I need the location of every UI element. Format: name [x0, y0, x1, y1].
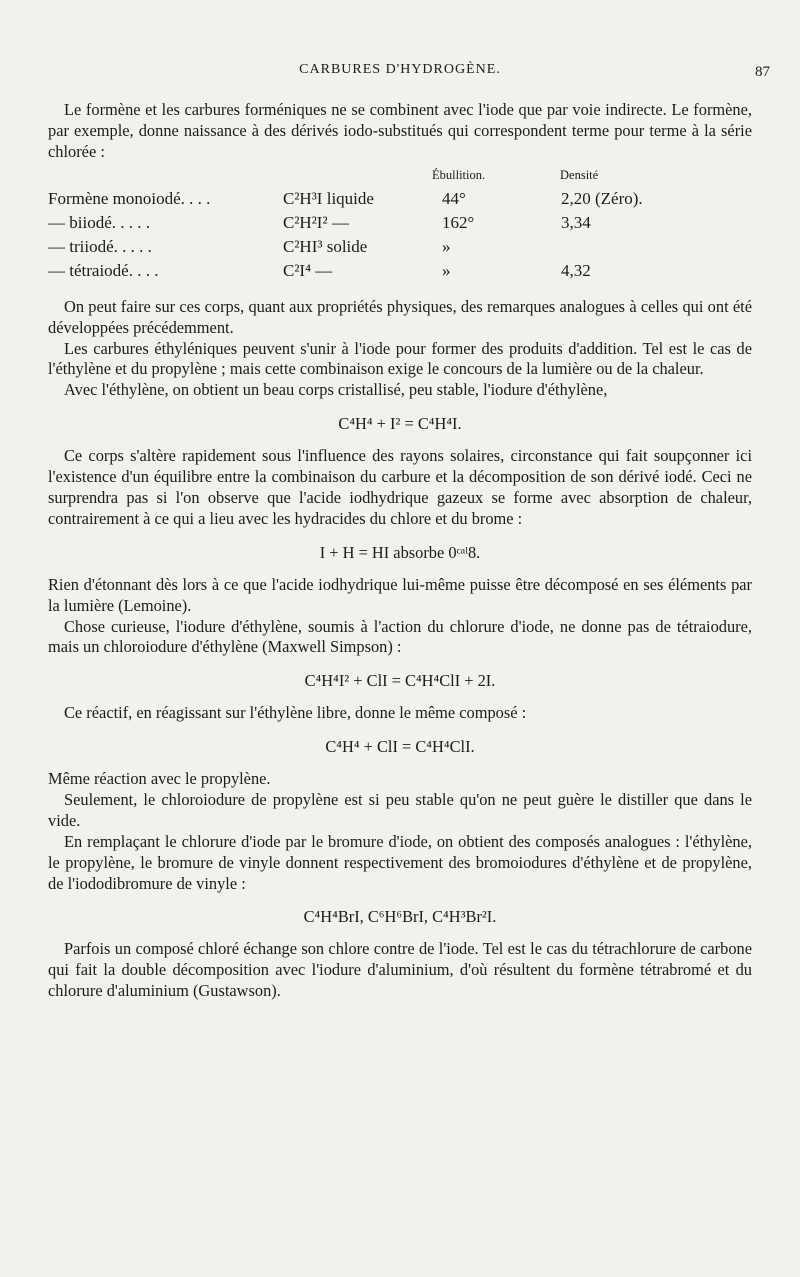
paragraph: Même réaction avec le propylène.	[48, 769, 271, 789]
table-row	[48, 261, 752, 283]
compound-name: Formène monoiodé. . . .	[48, 188, 211, 208]
paragraph: Avec l'éthylène, on obtient un beau corps cristallisé, peu stable, l'iodure d'éthylène,	[64, 380, 608, 400]
density: 4,32	[561, 260, 591, 280]
compound-name: — triiodé. . . . .	[48, 236, 152, 256]
compound-name: — tétraiodé. . . .	[48, 260, 159, 280]
intro-paragraph: Le formène et les carbures forméniques ne se combinent avec l'iode que par voie indirecte. Le formène, par exemple, donne naissance à des dérivés iodo-substitués qui correspondent terme pour terme à la série chlorée :	[48, 100, 752, 161]
paragraph: En remplaçant le chlorure d'iode par le bromure d'iode, on obtient des composés analogues : l'éthylène, le propylène, le bromure de vinyle donnent respectivement des bromoiodures d'éthylène et de propylène, de l'iododibromure de vinyle :	[48, 831, 752, 893]
formula-ethylene-iodide: C⁴H⁴ + I² = C⁴H⁴I.	[338, 414, 462, 434]
density: 3,34	[561, 212, 591, 232]
page-number: 87	[755, 64, 770, 80]
boiling-point: 162°	[442, 212, 475, 232]
formula-hydriodic-acid: I + H = HI absorbe 0ᶜᵃˡ8.	[319, 542, 481, 562]
column-header-ebullition: Ébullition.	[432, 167, 486, 182]
paragraph: Ce corps s'altère rapidement sous l'influence des rayons solaires, circonstance qui fait soupçonner ici l'existence d'un équilibre entre la combinaison du carbure et la décomposition de son dérivé iodé. Ceci ne surprendra pas si l'on observe que l'acide iodhydrique gazeux se forme avec absorption de chaleur, contrairement à ce qui a lieu avec les hydracides du chlore et du brome :	[48, 446, 752, 528]
compound-name: — biiodé. . . . .	[48, 212, 150, 232]
column-header-densite: Densité	[560, 167, 599, 182]
density: 2,20 (Zéro).	[561, 188, 643, 208]
paragraph: Rien d'étonnant dès lors à ce que l'acide iodhydrique lui-même puisse être décomposé en ses éléments par la lumière (Lemoine).	[48, 574, 752, 615]
paragraph: Ce réactif, en réagissant sur l'éthylène libre, donne le même composé :	[64, 703, 527, 723]
compound-formula: C²I⁴ —	[283, 260, 333, 280]
paragraph: Seulement, le chloroiodure de propylène est si peu stable qu'on ne peut guère le distiller que dans le vide.	[48, 789, 752, 830]
boiling-point: »	[442, 260, 451, 280]
body-text	[48, 100, 752, 1002]
iodide-properties-table	[48, 165, 752, 297]
boiling-point: 44°	[442, 188, 466, 208]
paragraph: Les carbures éthyléniques peuvent s'unir à l'iode pour former des produits d'addition. Tel est le cas de l'éthylène et du propylène ; mais cette combinaison exige le concours de la lumière ou de la chaleur.	[48, 338, 752, 379]
table-row	[48, 189, 752, 211]
compound-formula: C²H²I² —	[283, 212, 349, 232]
compound-formula: C²H³I liquide	[283, 188, 374, 208]
paragraph: Parfois un composé chloré échange son chlore contre de l'iode. Tel est le cas du tétrachlorure de carbone qui fait la double décomposition avec l'iodure d'aluminium, d'où résultent du formène tétrabromé et du chlorure d'aluminium (Gustawson).	[48, 939, 752, 1001]
page-header	[0, 52, 800, 82]
boiling-point: »	[442, 236, 451, 256]
formula-ethylene-chloroiodide: C⁴H⁴ + ClI = C⁴H⁴ClI.	[325, 737, 475, 757]
formula-chloroiodide: C⁴H⁴I² + ClI = C⁴H⁴ClI + 2I.	[304, 671, 496, 691]
paragraph: On peut faire sur ces corps, quant aux propriétés physiques, des remarques analogues à celles qui ont été développées précédemment.	[48, 296, 752, 337]
compound-formula: C²HI³ solide	[283, 236, 368, 256]
running-title: CARBURES D'HYDROGÈNE.	[299, 62, 501, 77]
table-row	[48, 237, 752, 259]
formula-bromoiodides: C⁴H⁴BrI, C⁶H⁶BrI, C⁴H³Br²I.	[303, 907, 497, 927]
paragraph: Chose curieuse, l'iodure d'éthylène, soumis à l'action du chlorure d'iode, ne donne pas de tétraiodure, mais un chloroiodure d'éthylène (Maxwell Simpson) :	[48, 616, 752, 657]
table-row	[48, 213, 752, 235]
